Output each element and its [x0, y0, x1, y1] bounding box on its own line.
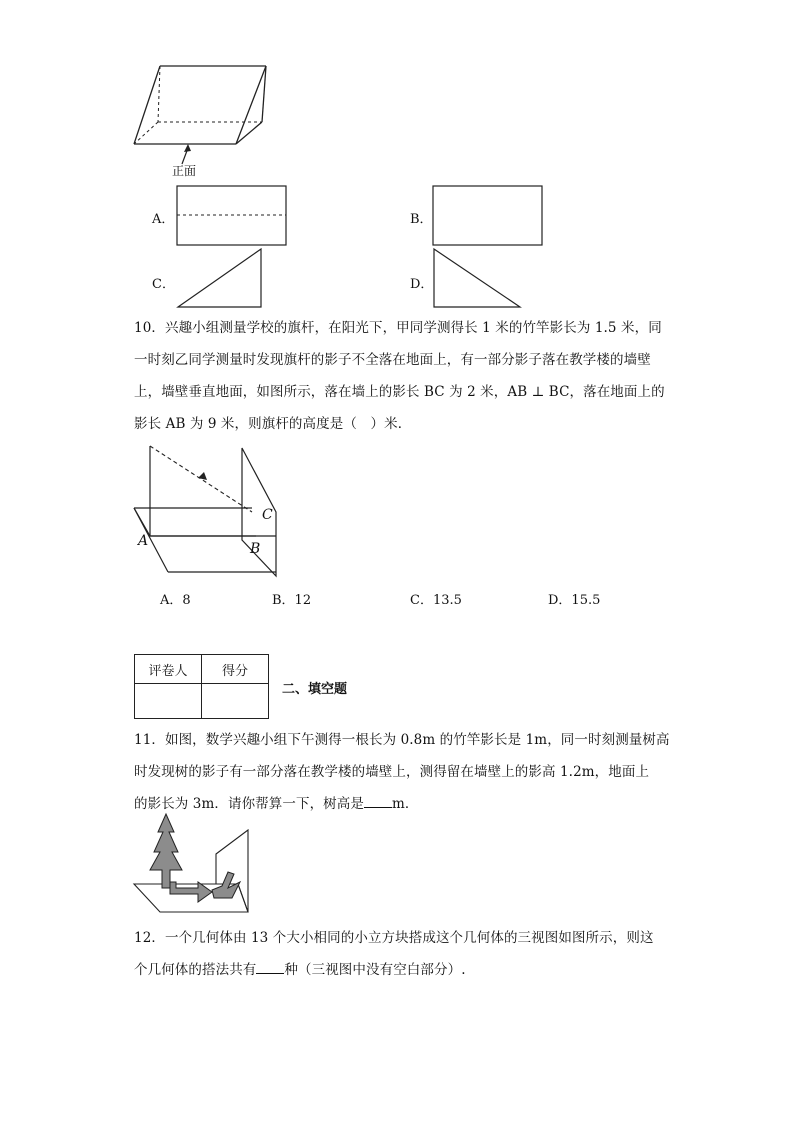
option-d-label[interactable]: D． — [410, 277, 434, 292]
option-d-figure — [432, 247, 524, 309]
q10-line-1: 10．兴趣小组测量学校的旗杆，在阳光下，甲同学测得长 1 米的竹竿影长为 1.5 米，同 — [134, 320, 662, 336]
q12-line-2 — [134, 958, 466, 978]
option-b-figure — [432, 185, 544, 247]
q12-line-2-end: 种（三视图中没有空白部分）. — [284, 962, 466, 978]
q11-line-1: 11．如图，数学兴趣小组下午测得一根长为 0.8m 的竹竿影长是 1m，同一时刻测量树高 — [134, 732, 670, 748]
grader-header: 评卷人 — [135, 655, 202, 684]
point-c-label: C — [262, 507, 273, 523]
option-c-label[interactable]: C． — [152, 277, 175, 292]
q11-line-2: 时发现树的影子有一部分落在教学楼的墙壁上，测得留在墙壁上的影高 1.2m，地面上 — [134, 764, 650, 780]
q10-option-b[interactable]: B．12 — [272, 593, 312, 608]
score-header: 得分 — [202, 655, 269, 684]
grade-table — [134, 654, 269, 719]
option-b-label[interactable]: B． — [410, 212, 433, 227]
q11-line-3 — [134, 792, 419, 812]
point-a-label: A — [138, 533, 149, 549]
option-a-figure — [176, 185, 288, 247]
prism-figure — [128, 62, 278, 182]
option-a-label[interactable]: A． — [152, 212, 175, 227]
option-c-figure — [176, 247, 266, 309]
point-b-label: B — [250, 541, 261, 557]
q10-option-c[interactable]: C．13.5 — [410, 593, 462, 608]
q11-answer-blank[interactable] — [364, 795, 392, 808]
q12-answer-blank[interactable] — [256, 961, 284, 974]
tree-figure — [128, 812, 278, 916]
q10-line-3: 上，墙壁垂直地面，如图所示，落在墙上的影长 BC 为 2 米，AB ⊥ BC，落在地面上的 — [134, 384, 665, 400]
q10-line-4: 影长 AB 为 9 米，则旗杆的高度是（ ）米． — [134, 416, 412, 432]
q11-line-3-end: m． — [391, 796, 419, 812]
section-title: 二、填空题 — [282, 682, 348, 697]
q10-option-d[interactable]: D．15.5 — [548, 593, 601, 608]
grader-cell[interactable] — [135, 684, 202, 719]
q11-line-3-start: 的影长为 3m．请你帮算一下，树高是 — [134, 796, 364, 812]
q10-option-a[interactable]: A．8 — [160, 593, 191, 608]
q12-line-2-start: 个几何体的搭法共有 — [134, 962, 257, 978]
front-label: 正面 — [172, 164, 197, 178]
score-cell[interactable] — [202, 684, 269, 719]
q12-line-1: 12．一个几何体由 13 个大小相同的小立方块搭成这个几何体的三视图如图所示，则这 — [134, 930, 654, 946]
q10-line-2: 一时刻乙同学测量时发现旗杆的影子不全落在地面上，有一部分影子落在教学楼的墙壁 — [134, 352, 651, 368]
